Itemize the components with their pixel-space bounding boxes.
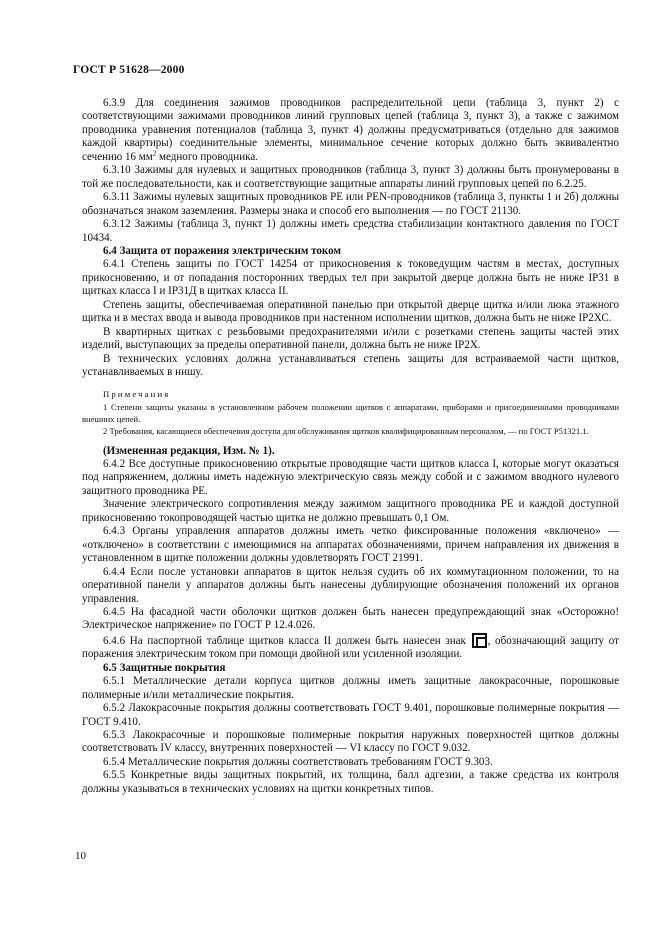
paragraph-6-5-3: 6.5.3 Лакокрасочные и порошковые полимерные покрытия наружных поверхностей щитков должны соответствовать IV классу, внутренних поверхностей — VI классу по ГОСТ 9.032. [82, 729, 619, 755]
paragraph-6-4-6-end: , обозначающий защиту от поражения электрическим током при помощи двойной или усиленной изоляции. [82, 634, 619, 661]
paragraph-6-4-5: 6.4.5 На фасадной части оболочки щитков должен быть нанесен предупреждающий знак «Осторожно! Электрическое напряжение» по ГОСТ Р 12.4.026. [82, 605, 619, 632]
double-square-icon [472, 633, 487, 648]
revision-note: (Измененная редакция, Изм. № 1). [103, 444, 275, 457]
page-header: ГОСТ Р 51628—2000 [73, 64, 185, 76]
notes-block [82, 388, 619, 437]
note-1: 1 Степени защиты указаны в установленном рабочем положении щитков с аппаратами, приборами и присоединенными проводниками внешних цепей. [82, 401, 619, 424]
superscript: 2 [152, 149, 157, 158]
notes-title: Примечания [103, 388, 171, 399]
paragraph-6-3-10: 6.3.10 Зажимы для нулевых и защитных проводников (таблица 3, пункт 3) должны быть пронумерованы в той же последовательности, как и соответствующие защитные аппараты линий групповых цепей по 6.2.25. [82, 164, 619, 190]
note-2: 2 Требования, касающиеся обеспечения доступа для обслуживания щитков квалифицированным персоналом, — по ГОСТ Р51321.1. [103, 425, 589, 436]
paragraph-6-3-12: 6.3.12 Зажимы (таблица 3, пункт 1) должны иметь средства стабилизации контактного давления по ГОСТ 10434. [82, 218, 619, 244]
paragraph-6-4-6 [82, 633, 619, 662]
paragraph-6-3-9-text: 6.3.9 Для соединения зажимов проводников распределительной цепи (таблица 3, пункт 2) с соответствующими зажимами проводников линий групповых цепей (таблица 3, пункт 3), а также с зажимом проводника уравнения потенциалов (таблица 3, пункт 4) должны предусматриваться (отдельно для зажимов каждой квартиры) соединительные элементы, минимальное сечение которых должно быть эквивалентно сечению 16 мм [82, 97, 619, 163]
paragraph-6-4-6-start: 6.4.6 На паспортной таблице щитков класса II должен быть нанесен знак [103, 634, 466, 647]
paragraph-6-3-9 [82, 97, 619, 164]
paragraph-6-4-2-b: Значение электрического сопротивления между зажимом защитного проводника PE и каждой доступной прикосновению токопроводящей частью щитка не должно превышать 0,1 Ом. [82, 498, 619, 524]
paragraph-6-4-2: 6.4.2 Все доступные прикосновению открытые проводящие части щитков класса I, которые могут оказаться под напряжением, должны иметь надежную электрическую связь между собой и с зажимом вводного нулевого защитного проводника PE. [82, 457, 619, 497]
paragraph-6-4-1: 6.4.1 Степень защиты по ГОСТ 14254 от прикосновения к токоведущим частям в местах, доступных прикосновению, и от попадания посторонних твердых тел при закрытой дверце должна быть не ниже IP31 в щитках класса I и IP31Д в щитках класса II. [82, 258, 619, 298]
paragraph-6-5-4: 6.5.4 Металлические покрытия должны соответствовать требованиям ГОСТ 9.303. [103, 755, 493, 768]
section-heading-6-5: 6.5 Защитные покрытия [103, 661, 226, 674]
page-number: 10 [75, 850, 86, 862]
paragraph-6-4-1-b: Степень защиты, обеспечиваемая оперативной панелью при открытой дверце щитка и/или люка этажного щитка и в местах ввода и вывода проводников при настенном исполнении щитков, должна быть не ниже IP2ХС. [82, 298, 619, 325]
paragraph-6-4-4: 6.4.4 Если после установки аппаратов в щиток нельзя судить об их коммутационном положении, то на оперативной панели у аппаратов должны быть нанесены дублирующие обозначения положений их органов управления. [82, 565, 619, 605]
paragraph-6-5-1: 6.5.1 Металлические детали корпуса щитков должны иметь защитные лакокрасочные, порошковые полимерные и/или металлические покрытия. [82, 675, 619, 701]
paragraph-6-5-2: 6.5.2 Лакокрасочные покрытия должны соответствовать ГОСТ 9.401, порошковые полимерные покрытия — ГОСТ 9.410. [82, 702, 619, 728]
section-heading-6-4: 6.4 Защита от поражения электрическим током [103, 244, 341, 257]
paragraph-6-4-1-c: В квартирных щитках с резьбовыми предохранителями и/или с розетками степень защиты частей этих изделий, выступающих за пределы оперативной панели, должна быть не ниже IP2Х. [82, 325, 619, 352]
paragraph-6-3-11: 6.3.11 Зажимы нулевых защитных проводников PE или PEN-проводников (таблица 3, пункты 1 и 2б) должны обозначаться знаком заземления. Размеры знака и способ его выполнения — по ГОСТ 21130. [82, 191, 619, 217]
paragraph-6-4-1-d: В технических условиях должна устанавливаться степень защиты для встраиваемой части щитков, устанавливаемых в нишу. [82, 352, 619, 379]
paragraph-6-4-3: 6.4.3 Органы управления аппаратов должны иметь четко фиксированные положения «включено» — «отключено» в соответствии с имеющимися на аппаратах обозначениями, причем направления их движения в установленном в щитке положении должны удовлетворять ГОСТ 21991. [82, 525, 619, 565]
paragraph-6-3-9-end: медного проводника. [156, 150, 258, 163]
paragraph-6-5-5: 6.5.5 Конкретные виды защитных покрытий, их толщина, балл адгезии, а также средства их контроля должны указываться в технических условиях на щитки конкретных типов. [82, 769, 619, 795]
document-body [82, 97, 619, 796]
